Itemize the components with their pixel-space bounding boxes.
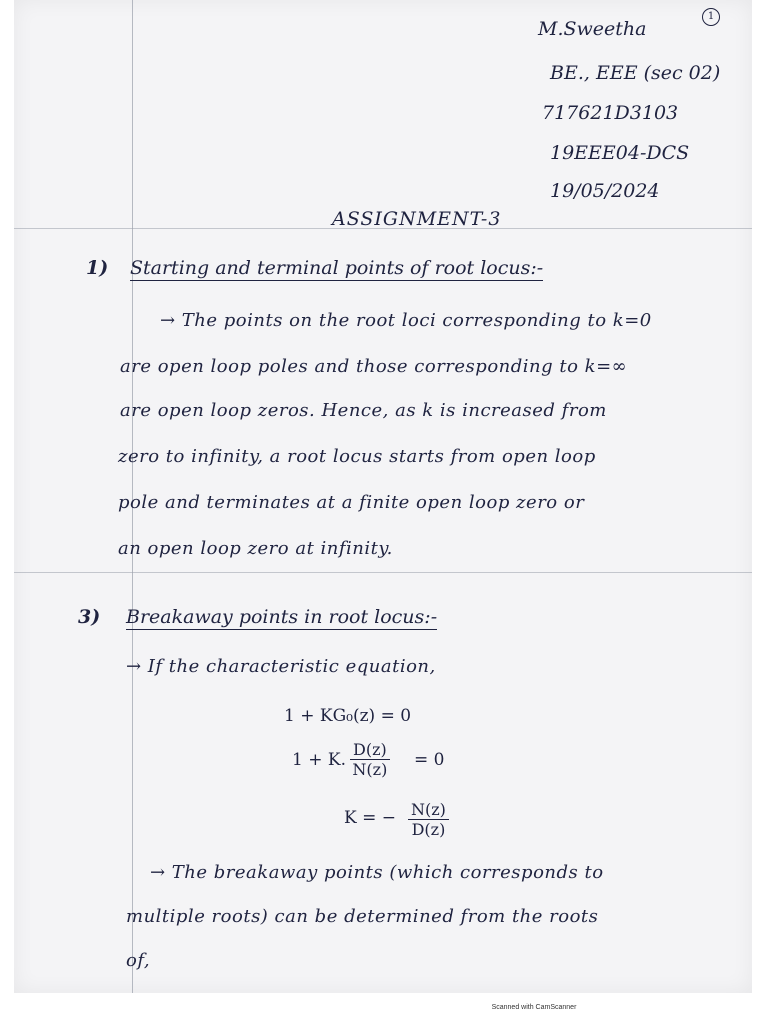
program: BE., EEE (sec 02) — [550, 62, 721, 84]
fraction-numerator: D(z) — [350, 740, 390, 760]
text-line: → The breakaway points (which corresponds to — [150, 862, 604, 883]
text-line: zero to infinity, a root locus starts from open loop — [118, 446, 596, 467]
text-line: an open loop zero at infinity. — [118, 538, 393, 559]
question-number: 3) — [78, 606, 101, 628]
equation-suffix: = 0 — [414, 750, 445, 770]
date: 19/05/2024 — [550, 180, 660, 202]
text-line: multiple roots) can be determined from the roots — [126, 906, 599, 927]
notebook-page — [14, 0, 752, 993]
fraction-numerator: N(z) — [408, 800, 449, 820]
text-line: are open loop poles and those corresponding to k=∞ — [120, 356, 628, 377]
assignment-title: ASSIGNMENT-3 — [332, 208, 502, 230]
section-heading: Breakaway points in root locus:- — [126, 606, 438, 628]
text-line: → The points on the root loci corresponding to k=0 — [160, 310, 652, 331]
equation-prefix: K = − — [344, 808, 396, 828]
text-line: are open loop zeros. Hence, as k is increased from — [120, 400, 607, 421]
roll-number: 717621D3103 — [542, 102, 679, 124]
text-line: → If the characteristic equation, — [126, 656, 436, 677]
equation: 1 + KG₀(z) = 0 — [284, 706, 412, 726]
fraction-denominator: N(z) — [352, 760, 388, 779]
equation-prefix: 1 + K. — [292, 750, 346, 770]
page-number: 1 — [702, 8, 720, 26]
rule-line — [14, 572, 752, 573]
course-code: 19EEE04-DCS — [550, 142, 690, 164]
text-line: pole and terminates at a finite open loop zero or — [118, 492, 585, 513]
section-heading: Starting and terminal points of root locus:- — [130, 257, 544, 279]
scanner-watermark: Scanned with CamScanner — [491, 1004, 577, 1011]
fraction — [350, 740, 390, 779]
text-line: of, — [126, 950, 151, 971]
question-number: 1) — [86, 257, 109, 279]
fraction-denominator: D(z) — [411, 820, 446, 839]
student-name: M.Sweetha — [538, 18, 647, 40]
fraction — [408, 800, 449, 839]
